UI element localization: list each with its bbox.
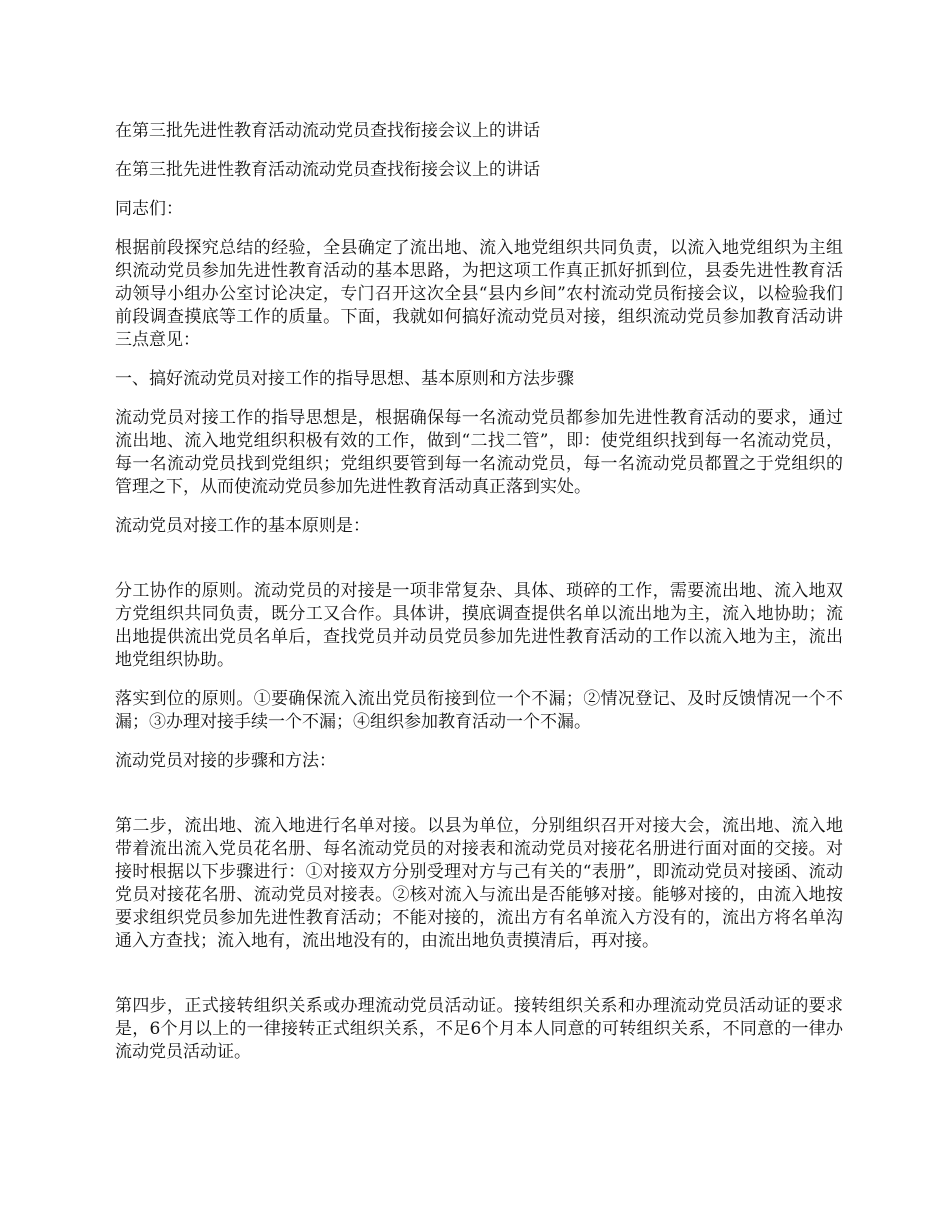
principle-division-paragraph: 分工协作的原则。流动党员的对接是一项非常复杂、具体、琐碎的工作，需要流出地、流入地双方党组织共同负责，既分工又合作。具体讲，摸底调查提供名单以流出地为主，流入地协助；流出地提供流出党员名单后，查找党员并动员党员参加先进性教育活动的工作以流入地为主，流出地党组织协助。 <box>115 581 843 670</box>
principle-implementation-paragraph: 落实到位的原则。①要确保流入流出党员衔接到位一个不漏；②情况登记、及时反馈情况一个不漏；③办理对接手续一个不漏；④组织参加教育活动一个不漏。 <box>115 689 843 732</box>
document-subtitle: 在第三批先进性教育活动流动党员查找衔接会议上的讲话 <box>115 160 540 180</box>
step-two-paragraph: 第二步，流出地、流入地进行名单对接。以县为单位，分别组织召开对接大会，流出地、流入地带着流出流入党员花名册、每名流动党员的对接表和流动党员对接花名册进行面对面的交接。对接时根据以下步骤进行：①对接双方分别受理对方与己有关的“表册”，即流动党员对接函、流动党员对接花名册、流动党员对接表。②核对流入与流出是否能够对接。能够对接的，由流入地按要求组织党员参加先进性教育活动；不能对接的，流出方有名单流入方没有的，流出方将名单沟通入方查找；流入地有，流出地没有的，由流出地负责摸清后，再对接。 <box>115 816 843 951</box>
intro-paragraph: 根据前段探究总结的经验，全县确定了流出地、流入地党组织共同负责，以流入地党组织为主组织流动党员参加先进性教育活动的基本思路，为把这项工作真正抓好抓到位，县委先进性教育活动领导小组办公室讨论决定，专门召开这次全县“县内乡间”农村流动党员衔接会议，以检验我们前段调查摸底等工作的质量。下面，我就如何搞好流动党员对接，组织流动党员参加教育活动讲三点意见： <box>115 238 843 350</box>
document-title: 在第三批先进性教育活动流动党员查找衔接会议上的讲话 <box>115 121 540 141</box>
document-body <box>115 120 843 1064</box>
step-four-paragraph: 第四步，正式接转组织关系或办理流动党员活动证。接转组织关系和办理流动党员活动证的要求是，6个月以上的一律接转正式组织关系，不足6个月本人同意的可转组织关系，不同意的一律办流动党员活动证。 <box>115 996 843 1062</box>
principles-intro: 流动党员对接工作的基本原则是： <box>115 516 370 536</box>
guiding-thought-paragraph: 流动党员对接工作的指导思想是，根据确保每一名流动党员都参加先进性教育活动的要求，通过流出地、流入地党组织积极有效的工作，做到“二找二管”，即：使党组织找到每一名流动党员，每一名流动党员找到党组织；党组织要管到每一名流动党员，每一名流动党员都置之于党组织的管理之下，从而使流动党员参加先进性教育活动真正落到实处。 <box>115 408 843 497</box>
steps-intro: 流动党员对接的步骤和方法： <box>115 751 336 771</box>
section-heading: 一、搞好流动党员对接工作的指导思想、基本原则和方法步骤 <box>115 369 574 389</box>
salutation: 同志们： <box>115 199 183 219</box>
